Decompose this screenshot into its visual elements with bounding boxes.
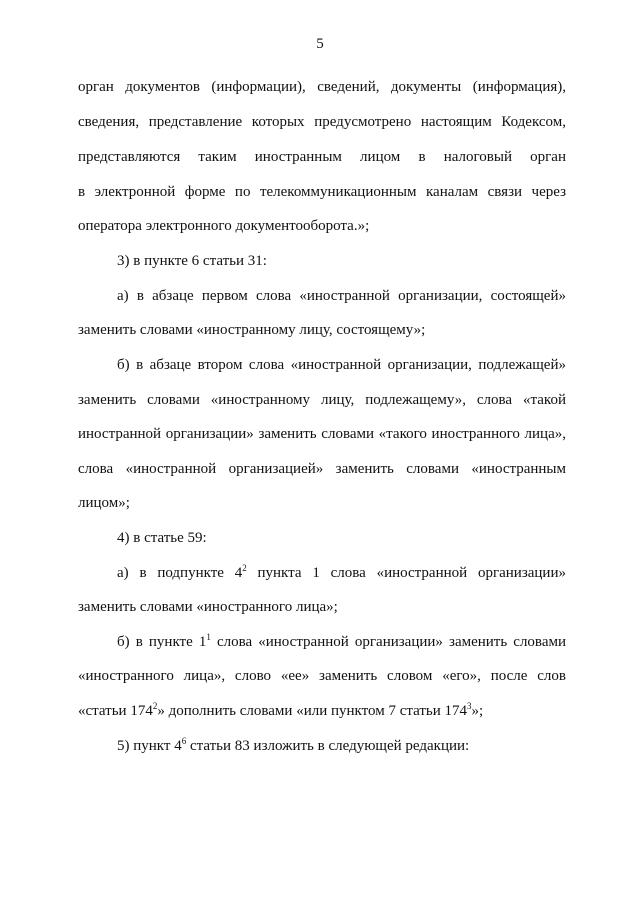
superscript: 2 [152, 701, 158, 711]
superscript: 2 [242, 563, 247, 573]
superscript: 3 [467, 701, 472, 711]
paragraph-line: орган документов (информации), сведений, документы (информация), [78, 79, 566, 95]
paragraph-line [117, 632, 566, 652]
text-segment: б) в пункте 1 [117, 634, 207, 650]
paragraph-line: б) в абзаце втором слова «иностранной организации, подлежащей» [117, 357, 566, 373]
superscript: 1 [206, 632, 211, 642]
paragraph-line [117, 736, 469, 756]
superscript: 6 [181, 736, 187, 746]
paragraph-line: заменить словами «иностранному лицу, подлежащему», слова «такой [78, 392, 566, 408]
text-segment: слова «иностранной организации» заменить словами [210, 634, 566, 650]
paragraph-line [117, 563, 566, 583]
paragraph-line: заменить словами «иностранному лицу, состоящему»; [78, 322, 426, 338]
text-segment: »; [471, 703, 484, 719]
paragraph-line: представляются таким иностранным лицом в налоговый орган [78, 149, 566, 165]
text-segment: 5) пункт 4 [117, 738, 182, 754]
text-segment: а) в подпункте 4 [117, 565, 243, 581]
paragraph-line: сведения, представление которых предусмотрено настоящим Кодексом, [78, 114, 566, 130]
paragraph-line: заменить словами «иностранного лица»; [78, 599, 338, 615]
paragraph-line: оператора электронного документооборота.»; [78, 218, 370, 234]
paragraph-line: слова «иностранной организацией» заменить словами «иностранным [78, 461, 566, 477]
text-segment: » дополнить словами «или пунктом 7 статьи 174 [157, 703, 468, 719]
list-item-heading: 3) в пункте 6 статьи 31: [117, 253, 267, 269]
paragraph-line: лицом»; [78, 495, 130, 511]
paragraph-line: иностранной организации» заменить словами «такого иностранного лица», [78, 426, 566, 442]
list-item-heading: 4) в статье 59: [117, 530, 207, 546]
paragraph-line: а) в абзаце первом слова «иностранной организации, состоящей» [117, 288, 566, 304]
page-number: 5 [316, 36, 324, 52]
text-segment: «статьи 174 [78, 703, 153, 719]
text-segment: пункта 1 слова «иностранной организации» [246, 565, 566, 581]
paragraph-line: «иностранного лица», слово «ее» заменить словом «его», после слов [78, 668, 566, 684]
paragraph-line [78, 701, 483, 721]
text-segment: статьи 83 изложить в следующей редакции: [186, 738, 470, 754]
paragraph-line: в электронной форме по телекоммуникационным каналам связи через [78, 184, 566, 200]
